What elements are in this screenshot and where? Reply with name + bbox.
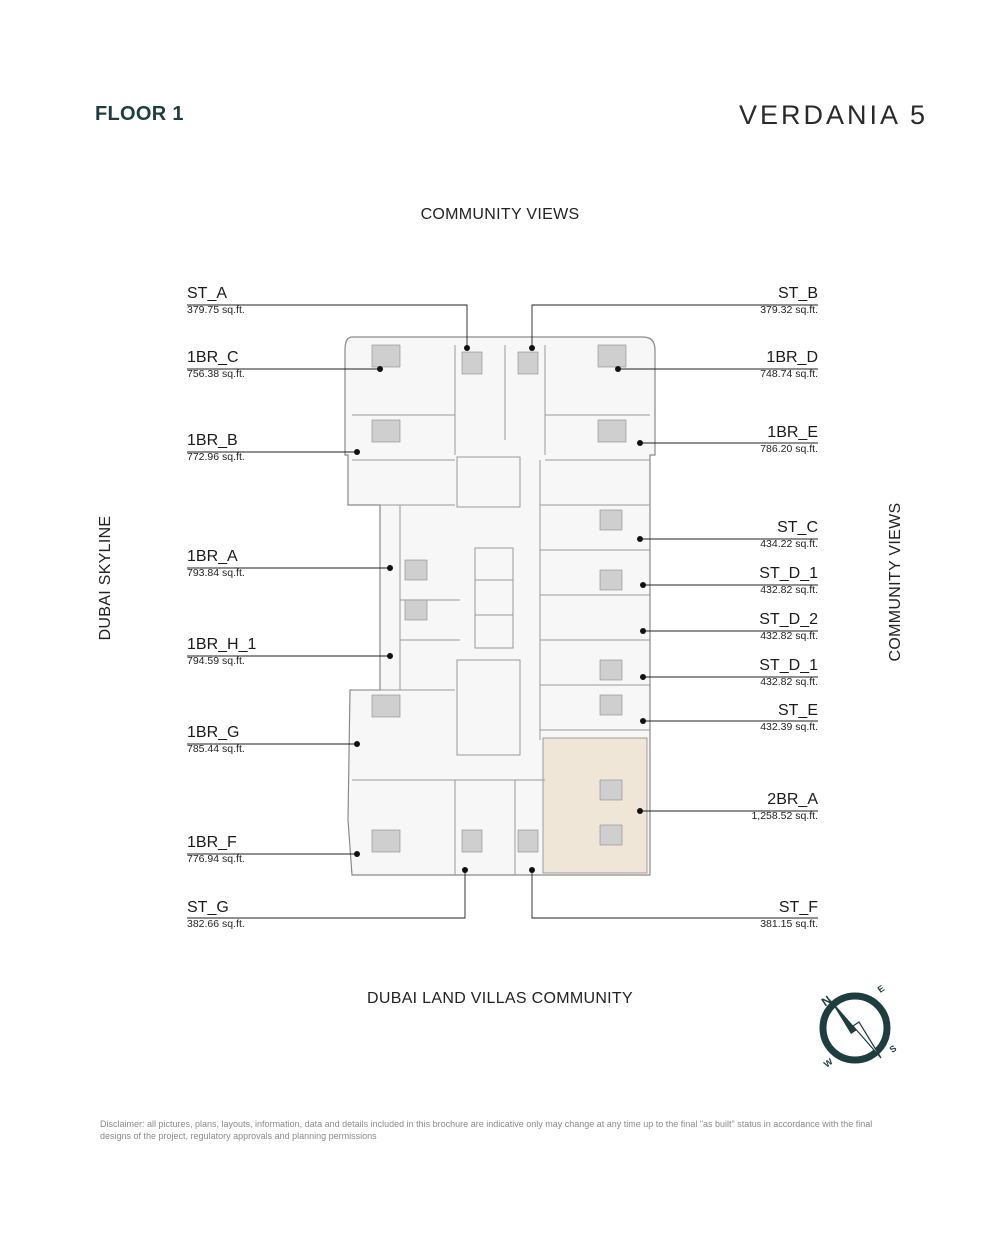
unit-name: ST_A bbox=[187, 285, 228, 302]
unit-area: 381.15 sq.ft. bbox=[760, 918, 818, 930]
unit-name: 1BR_H_1 bbox=[187, 636, 257, 653]
unit-label bbox=[187, 724, 347, 756]
unit-name: 1BR_D bbox=[766, 349, 818, 366]
unit-name: ST_C bbox=[777, 519, 818, 536]
unit-area: 756.38 sq.ft. bbox=[187, 368, 245, 380]
unit-name: ST_E bbox=[777, 702, 818, 719]
unit-label bbox=[187, 899, 347, 931]
unit-area: 794.59 sq.ft. bbox=[187, 655, 245, 667]
unit-label bbox=[187, 548, 347, 580]
unit-area: 434.22 sq.ft. bbox=[760, 538, 818, 550]
unit-label bbox=[187, 349, 347, 381]
unit-name: ST_D_2 bbox=[759, 611, 818, 628]
disclaimer-text: Disclaimer: all pictures, plans, layouts, information, data and details included in this brochure are indicative only may change at any time up to the final "as built" status in accordance with the final designs of the project, regulatory approvals and planning permissions bbox=[100, 1119, 873, 1141]
unit-name: ST_B bbox=[777, 285, 818, 302]
unit-label bbox=[658, 611, 818, 643]
unit-area: 432.82 sq.ft. bbox=[760, 584, 818, 596]
unit-label bbox=[658, 519, 818, 551]
unit-area: 785.44 sq.ft. bbox=[187, 743, 245, 755]
unit-name: 1BR_A bbox=[187, 548, 238, 565]
unit-area: 776.94 sq.ft. bbox=[187, 853, 245, 865]
unit-area: 432.82 sq.ft. bbox=[760, 676, 818, 688]
unit-label bbox=[187, 834, 347, 866]
unit-area: 379.32 sq.ft. bbox=[760, 304, 818, 316]
view-label-right: COMMUNITY VIEWS bbox=[887, 502, 904, 662]
unit-name: 1BR_E bbox=[767, 424, 818, 441]
brand-logo: VERDANIA 5 bbox=[738, 100, 928, 130]
unit-label bbox=[658, 657, 818, 689]
unit-label bbox=[187, 285, 347, 317]
unit-name: ST_G bbox=[187, 899, 229, 916]
unit-label bbox=[658, 424, 818, 456]
unit-area: 432.82 sq.ft. bbox=[760, 630, 818, 642]
unit-area: 432.39 sq.ft. bbox=[760, 721, 818, 733]
unit-name: 1BR_B bbox=[187, 432, 238, 449]
unit-name: ST_D_1 bbox=[759, 565, 818, 582]
unit-label bbox=[658, 285, 818, 317]
unit-name: ST_D_1 bbox=[759, 657, 818, 674]
unit-name: 1BR_G bbox=[187, 724, 240, 741]
compass-icon bbox=[823, 996, 887, 1060]
view-label-left: DUBAI SKYLINE bbox=[97, 515, 114, 641]
compass-east: E bbox=[875, 983, 887, 995]
unit-area: 772.96 sq.ft. bbox=[187, 451, 245, 463]
unit-area: 379.75 sq.ft. bbox=[187, 304, 245, 316]
unit-name: 1BR_C bbox=[187, 349, 239, 366]
unit-area: 382.66 sq.ft. bbox=[187, 918, 245, 930]
unit-label bbox=[658, 702, 818, 734]
unit-label bbox=[658, 349, 818, 381]
unit-area: 1,258.52 sq.ft. bbox=[751, 810, 818, 822]
view-label-top: COMMUNITY VIEWS bbox=[420, 206, 580, 223]
unit-label bbox=[187, 432, 347, 464]
unit-area: 748.74 sq.ft. bbox=[760, 368, 818, 380]
view-label-bottom: DUBAI LAND VILLAS COMMUNITY bbox=[367, 990, 633, 1007]
unit-name: 2BR_A bbox=[767, 791, 818, 808]
unit-label bbox=[658, 899, 818, 931]
unit-name: ST_F bbox=[778, 899, 818, 916]
unit-area: 786.20 sq.ft. bbox=[760, 443, 818, 455]
unit-area: 793.84 sq.ft. bbox=[187, 567, 245, 579]
unit-label bbox=[658, 565, 818, 597]
unit-label bbox=[658, 791, 818, 823]
unit-label bbox=[187, 636, 347, 668]
compass-north: N bbox=[818, 992, 834, 1010]
compass-south: S bbox=[887, 1043, 899, 1055]
unit-name: 1BR_F bbox=[187, 834, 237, 851]
unit-2br-a-highlight bbox=[543, 738, 647, 873]
compass-west: W bbox=[821, 1056, 835, 1070]
floor-title: FLOOR 1 bbox=[95, 103, 184, 125]
